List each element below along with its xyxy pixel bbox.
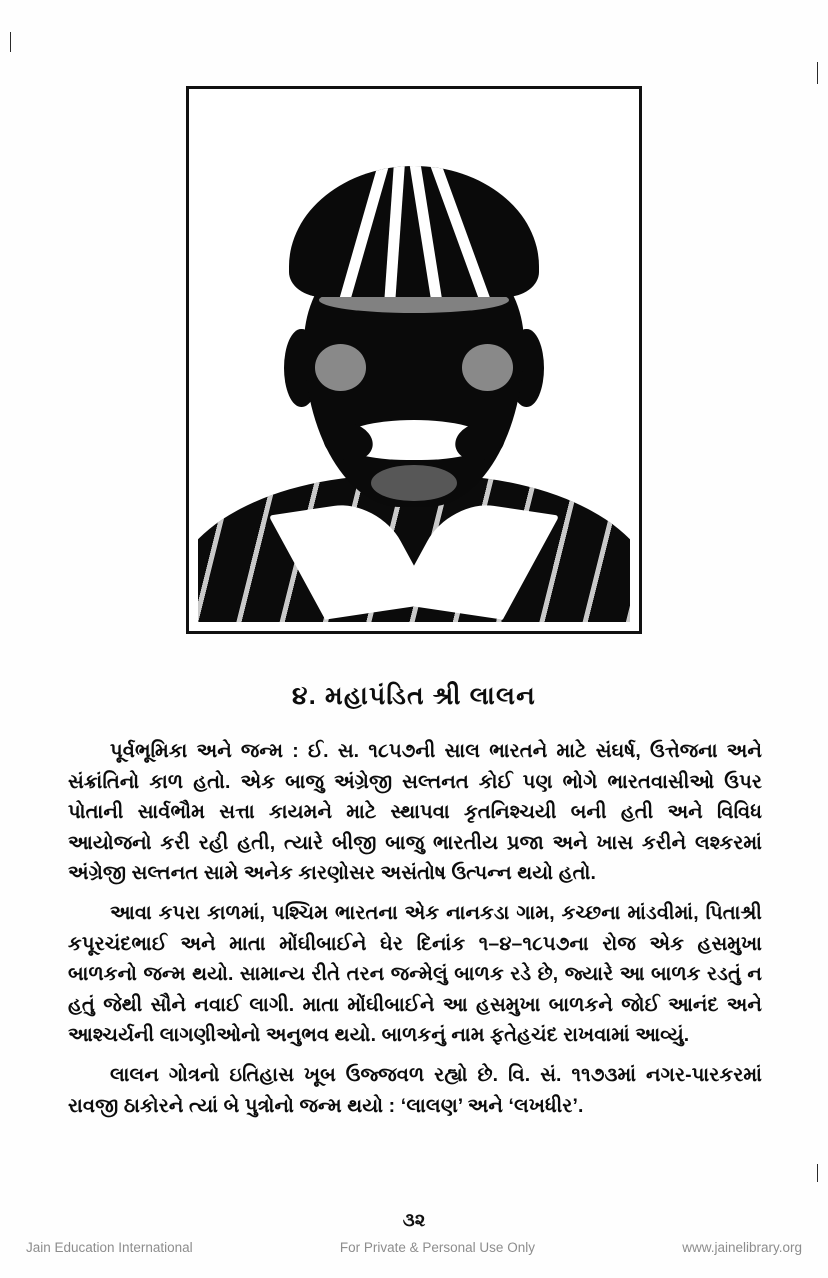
footer-organization: Jain Education International: [26, 1240, 193, 1255]
scan-tick-bottom-right: [817, 1164, 818, 1182]
portrait-cap-stripes: [289, 166, 540, 297]
portrait-frame: [186, 86, 642, 634]
portrait-moustache: [341, 420, 488, 459]
body-text: [68, 736, 762, 1121]
chapter-heading: ૪. મહાપંડિત શ્રી લાલન: [292, 682, 536, 710]
page-footer: [26, 1240, 802, 1255]
footer-usage-notice: For Private & Personal Use Only: [339, 1240, 535, 1255]
paragraph-2: આવા કપરા કાળમાં, પશ્ચિમ ભારતના એક નાનકડા ગામ, કચ્છના માંડવીમાં, પિતાશ્રી કપૂરચંદભાઈ અને માતા મોંઘીબાઈને ઘેર દિનાંક ૧–૪–૧૮૫૭ના રોજ એક હસમુખા બાળકનો જન્મ થયો. સામાન્ય રીતે તરન જન્મેલું બાળક રડે છે, જ્યારે આ બાળક રડતું ન હતું જેથી સૌને નવાઈ લાગી. માતા મોંઘીબાઈને આ હસમુખા બાળકને જોઈ આનંદ અને આશ્ચર્યની લાગણીઓનો અનુભવ થયો. બાળકનું નામ ફતેહચંદ રાખવામાં આવ્યું.: [68, 901, 762, 1047]
portrait-of-shri-lalan-image: [198, 98, 630, 622]
footer-website[interactable]: www.jainelibrary.org: [682, 1240, 802, 1255]
scan-tick-top-left: [10, 32, 11, 52]
paragraph-3: લાલન ગોત્રનો ઇતિહાસ ખૂબ ઉજ્જવળ રહ્યો છે. વિ. સં. ૧૧૭૩માં નગર-પારકરમાં રાવજી ઠાકોરને ત્યાં બે પુત્રોનો જન્મ થયો : ‘લાલણ’ અને ‘લખધીર’.: [68, 1063, 762, 1117]
page-number: ૩૨: [402, 1210, 426, 1230]
scan-tick-top-right: [817, 62, 818, 84]
paragraph-1: પૂર્વભૂમિકા અને જન્મ : ઈ. સ. ૧૮૫૭ની સાલ ભારતને માટે સંઘર્ષ, ઉત્તેજના અને સંક્રાંતિનો કાળ હતો. એક બાજુ અંગ્રેજી સલ્તનત કોઈ પણ ભોગે ભારતવાસીઓ ઉપર પોતાની સાર્વભૌમ સત્તા કાયમને માટે સ્થાપવા કૃતનિશ્ચયી બની હતી અને વિવિધ આયોજનો કરી રહી હતી, ત્યારે બીજી બાજુ ભારતીય પ્રજા અને ખાસ કરીને લશ્કરમાં અંગ્રેજી સલ્તનત સામે અનેક કારણોસર અસંતોષ ઉત્પન્ન થયો હતો.: [68, 740, 762, 885]
